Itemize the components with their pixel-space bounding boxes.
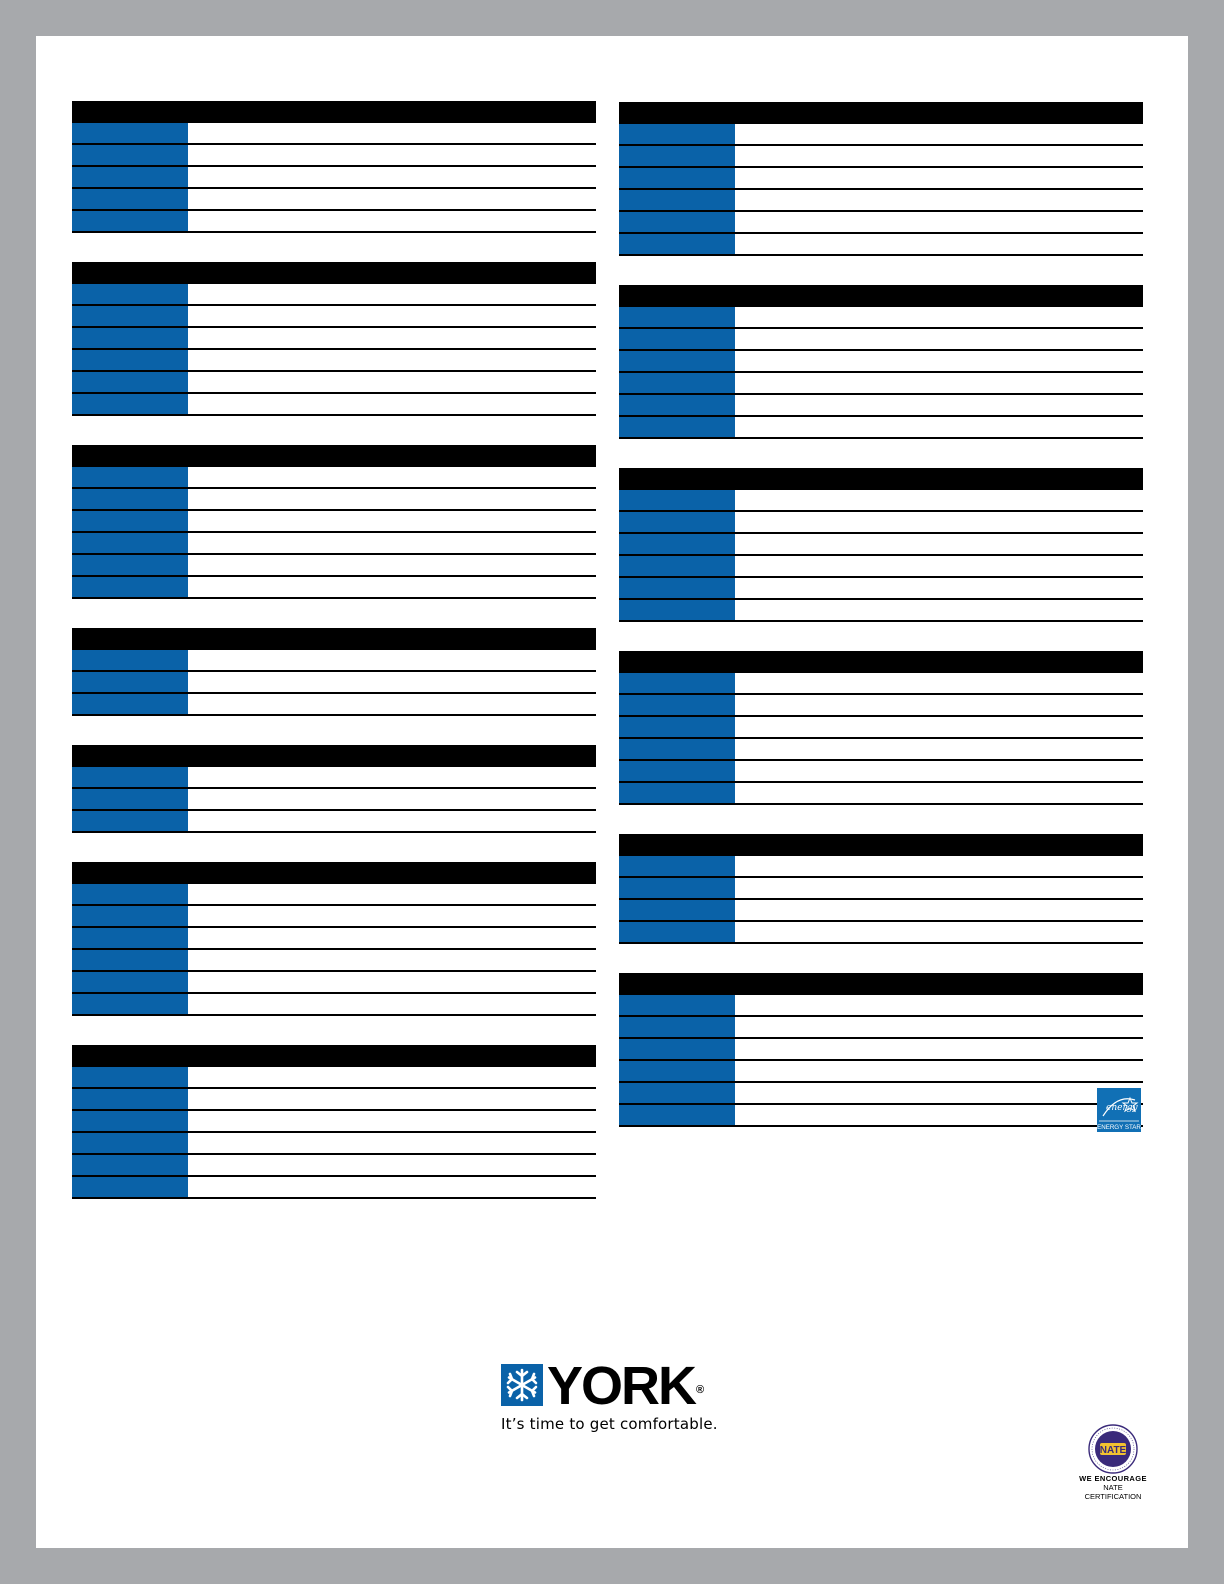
spec-row (72, 650, 596, 672)
spec-row (619, 212, 1143, 234)
spec-row (619, 417, 1143, 439)
spec-label-cell (619, 490, 735, 510)
nate-line-3: CERTIFICATION (1084, 1492, 1142, 1501)
spec-label-cell (619, 900, 735, 920)
spec-label-cell (72, 533, 188, 553)
spec-value-cell (188, 123, 596, 143)
right-spec-table (619, 285, 1143, 439)
spec-label-cell (72, 372, 188, 392)
spec-label-cell (72, 1177, 188, 1197)
spec-row (72, 928, 596, 950)
spec-label-cell (619, 878, 735, 898)
spec-label-cell (72, 811, 188, 831)
spec-row (72, 123, 596, 145)
spec-value-cell (735, 1039, 1143, 1059)
spec-value-cell (735, 695, 1143, 715)
nate-line-1: WE ENCOURAGE (1079, 1474, 1147, 1483)
spec-label-cell (619, 995, 735, 1015)
spec-table-header (72, 445, 596, 467)
nate-badge (1077, 1424, 1149, 1501)
spec-label-cell (72, 1111, 188, 1131)
spec-label-cell (619, 373, 735, 393)
spec-label-cell (72, 350, 188, 370)
spec-row (619, 783, 1143, 805)
spec-value-cell (188, 650, 596, 670)
spec-row (72, 1067, 596, 1089)
spec-table-header (619, 834, 1143, 856)
spec-row (72, 972, 596, 994)
snowflake-icon (501, 1364, 543, 1406)
spec-value-cell (188, 1089, 596, 1109)
spec-row (619, 739, 1143, 761)
spec-label-cell (72, 284, 188, 304)
energy-star-logo (1097, 1088, 1141, 1132)
energy-star-label: ENERGY STAR (1097, 1124, 1141, 1131)
spec-label-cell (72, 950, 188, 970)
spec-row (72, 994, 596, 1016)
spec-label-cell (619, 600, 735, 620)
right-spec-column (619, 102, 1143, 1156)
york-wordmark (547, 1356, 705, 1416)
spec-label-cell (72, 328, 188, 348)
spec-label-cell (72, 489, 188, 509)
spec-row (72, 306, 596, 328)
spec-row (619, 995, 1143, 1017)
spec-value-cell (735, 556, 1143, 576)
spec-value-cell (735, 124, 1143, 144)
spec-value-cell (188, 555, 596, 575)
spec-label-cell (72, 1155, 188, 1175)
spec-row (619, 146, 1143, 168)
spec-value-cell (188, 1133, 596, 1153)
spec-value-cell (188, 672, 596, 692)
left-spec-table (72, 445, 596, 599)
spec-row (72, 1155, 596, 1177)
spec-row (72, 350, 596, 372)
spec-value-cell (188, 928, 596, 948)
spec-value-cell (735, 373, 1143, 393)
spec-label-cell (72, 884, 188, 904)
left-spec-table (72, 745, 596, 833)
spec-table-header (72, 262, 596, 284)
spec-row (72, 489, 596, 511)
spec-row (619, 512, 1143, 534)
spec-row (619, 373, 1143, 395)
right-spec-table (619, 468, 1143, 622)
spec-row (72, 577, 596, 599)
spec-row (619, 878, 1143, 900)
spec-row (619, 717, 1143, 739)
spec-value-cell (188, 1177, 596, 1197)
spec-label-cell (72, 694, 188, 714)
spec-label-cell (72, 394, 188, 414)
spec-value-cell (735, 856, 1143, 876)
spec-value-cell (188, 767, 596, 787)
spec-value-cell (735, 761, 1143, 781)
spec-value-cell (188, 811, 596, 831)
registered-mark: ® (696, 1384, 705, 1396)
spec-row (72, 328, 596, 350)
spec-value-cell (188, 372, 596, 392)
spec-value-cell (735, 739, 1143, 759)
spec-label-cell (72, 145, 188, 165)
spec-value-cell (188, 306, 596, 326)
spec-table-header (619, 973, 1143, 995)
spec-label-cell (72, 906, 188, 926)
spec-label-cell (619, 395, 735, 415)
spec-label-cell (619, 578, 735, 598)
spec-row (72, 533, 596, 555)
spec-table-header (72, 862, 596, 884)
left-spec-table (72, 862, 596, 1016)
spec-label-cell (619, 307, 735, 327)
brand-tagline: It’s time to get comfortable. (501, 1415, 718, 1433)
spec-value-cell (735, 1017, 1143, 1037)
spec-row (72, 145, 596, 167)
spec-label-cell (619, 695, 735, 715)
spec-row (619, 922, 1143, 944)
spec-label-cell (72, 789, 188, 809)
spec-label-cell (619, 717, 735, 737)
spec-label-cell (72, 577, 188, 597)
spec-row (619, 168, 1143, 190)
spec-value-cell (735, 1061, 1143, 1081)
spec-row (619, 534, 1143, 556)
spec-value-cell (188, 284, 596, 304)
spec-value-cell (735, 900, 1143, 920)
spec-value-cell (735, 673, 1143, 693)
spec-value-cell (735, 212, 1143, 232)
spec-row (619, 578, 1143, 600)
spec-label-cell (72, 211, 188, 231)
spec-value-cell (188, 1111, 596, 1131)
spec-label-cell (72, 1067, 188, 1087)
spec-value-cell (188, 328, 596, 348)
spec-row (72, 284, 596, 306)
spec-row (72, 884, 596, 906)
spec-row (619, 124, 1143, 146)
spec-label-cell (72, 972, 188, 992)
nate-seal-icon (1088, 1424, 1138, 1474)
spec-row (72, 467, 596, 489)
spec-value-cell (188, 489, 596, 509)
spec-value-cell (188, 1067, 596, 1087)
spec-row (72, 950, 596, 972)
spec-value-cell (735, 351, 1143, 371)
spec-value-cell (188, 994, 596, 1014)
spec-row (72, 694, 596, 716)
spec-value-cell (188, 533, 596, 553)
spec-row (619, 351, 1143, 373)
spec-row (619, 900, 1143, 922)
spec-label-cell (619, 739, 735, 759)
spec-value-cell (735, 534, 1143, 554)
spec-label-cell (619, 417, 735, 437)
spec-row (72, 1133, 596, 1155)
spec-label-cell (619, 556, 735, 576)
spec-row (619, 600, 1143, 622)
spec-row (72, 394, 596, 416)
spec-label-cell (72, 994, 188, 1014)
spec-row (619, 1017, 1143, 1039)
spec-value-cell (735, 995, 1143, 1015)
spec-value-cell (188, 906, 596, 926)
spec-label-cell (72, 306, 188, 326)
spec-value-cell (735, 146, 1143, 166)
spec-value-cell (735, 600, 1143, 620)
spec-row (72, 372, 596, 394)
spec-row (619, 556, 1143, 578)
spec-row (619, 673, 1143, 695)
spec-label-cell (72, 467, 188, 487)
spec-row (72, 767, 596, 789)
spec-label-cell (619, 534, 735, 554)
spec-table-header (619, 468, 1143, 490)
spec-row (619, 856, 1143, 878)
spec-value-cell (188, 972, 596, 992)
spec-label-cell (619, 146, 735, 166)
spec-label-cell (72, 767, 188, 787)
spec-label-cell (619, 856, 735, 876)
spec-label-cell (619, 1017, 735, 1037)
spec-value-cell (735, 878, 1143, 898)
spec-label-cell (619, 212, 735, 232)
spec-row (619, 307, 1143, 329)
spec-table-header (619, 285, 1143, 307)
spec-row (619, 234, 1143, 256)
svg-text:energy: energy (1106, 1103, 1138, 1113)
spec-value-cell (735, 168, 1143, 188)
spec-label-cell (619, 673, 735, 693)
spec-label-cell (72, 928, 188, 948)
right-spec-table (619, 651, 1143, 805)
spec-row (72, 167, 596, 189)
spec-table-header (619, 102, 1143, 124)
spec-value-cell (188, 350, 596, 370)
spec-row (619, 695, 1143, 717)
spec-row (619, 1083, 1143, 1105)
spec-table-header (619, 651, 1143, 673)
spec-row (619, 1039, 1143, 1061)
nate-seal-text: NATE (1099, 1445, 1127, 1456)
spec-row (72, 555, 596, 577)
spec-table-header (72, 101, 596, 123)
spec-row (72, 1177, 596, 1199)
spec-table-header (72, 745, 596, 767)
spec-row (619, 1105, 1143, 1127)
spec-label-cell (72, 511, 188, 531)
spec-value-cell (188, 467, 596, 487)
spec-value-cell (735, 1105, 1143, 1125)
spec-value-cell (735, 329, 1143, 349)
spec-value-cell (188, 189, 596, 209)
spec-label-cell (72, 650, 188, 670)
spec-label-cell (619, 168, 735, 188)
spec-value-cell (735, 1083, 1143, 1103)
spec-label-cell (619, 234, 735, 254)
spec-label-cell (619, 783, 735, 803)
spec-label-cell (619, 512, 735, 532)
left-spec-column (72, 101, 596, 1228)
brand-name: YORK (547, 1356, 696, 1416)
spec-label-cell (72, 167, 188, 187)
spec-label-cell (619, 1039, 735, 1059)
spec-row (72, 189, 596, 211)
spec-value-cell (735, 395, 1143, 415)
spec-label-cell (619, 1083, 735, 1103)
spec-value-cell (735, 578, 1143, 598)
spec-value-cell (188, 511, 596, 531)
spec-value-cell (188, 211, 596, 231)
spec-label-cell (619, 351, 735, 371)
spec-label-cell (619, 1061, 735, 1081)
spec-value-cell (188, 167, 596, 187)
spec-label-cell (72, 189, 188, 209)
spec-value-cell (188, 789, 596, 809)
spec-row (619, 329, 1143, 351)
right-spec-table (619, 973, 1143, 1127)
left-spec-table (72, 628, 596, 716)
nate-line-2: NATE (1103, 1483, 1123, 1492)
spec-row (619, 1061, 1143, 1083)
spec-row (72, 1111, 596, 1133)
spec-row (72, 1089, 596, 1111)
left-spec-table (72, 1045, 596, 1199)
spec-table-header (72, 1045, 596, 1067)
spec-row (72, 811, 596, 833)
spec-value-cell (735, 190, 1143, 210)
spec-value-cell (735, 512, 1143, 532)
spec-value-cell (735, 234, 1143, 254)
right-spec-table (619, 834, 1143, 944)
spec-table-header (72, 628, 596, 650)
left-spec-table (72, 262, 596, 416)
spec-label-cell (72, 1133, 188, 1153)
spec-row (619, 761, 1143, 783)
spec-value-cell (735, 417, 1143, 437)
spec-row (72, 789, 596, 811)
spec-value-cell (188, 394, 596, 414)
right-spec-table (619, 102, 1143, 256)
spec-label-cell (72, 123, 188, 143)
spec-label-cell (619, 329, 735, 349)
spec-value-cell (735, 922, 1143, 942)
spec-label-cell (619, 1105, 735, 1125)
spec-label-cell (72, 555, 188, 575)
spec-row (72, 672, 596, 694)
spec-value-cell (735, 490, 1143, 510)
spec-value-cell (188, 1155, 596, 1175)
york-logo (501, 1356, 718, 1434)
spec-value-cell (188, 884, 596, 904)
spec-value-cell (188, 577, 596, 597)
spec-label-cell (72, 672, 188, 692)
left-spec-table (72, 101, 596, 233)
spec-row (72, 511, 596, 533)
spec-row (619, 490, 1143, 512)
spec-label-cell (619, 761, 735, 781)
spec-label-cell (619, 124, 735, 144)
spec-value-cell (735, 717, 1143, 737)
spec-value-cell (188, 950, 596, 970)
spec-value-cell (188, 145, 596, 165)
spec-row (72, 906, 596, 928)
document-page (36, 36, 1188, 1548)
spec-value-cell (735, 783, 1143, 803)
spec-row (619, 190, 1143, 212)
spec-row (619, 395, 1143, 417)
spec-label-cell (619, 190, 735, 210)
spec-row (72, 211, 596, 233)
spec-value-cell (188, 694, 596, 714)
spec-label-cell (72, 1089, 188, 1109)
spec-label-cell (619, 922, 735, 942)
spec-value-cell (735, 307, 1143, 327)
